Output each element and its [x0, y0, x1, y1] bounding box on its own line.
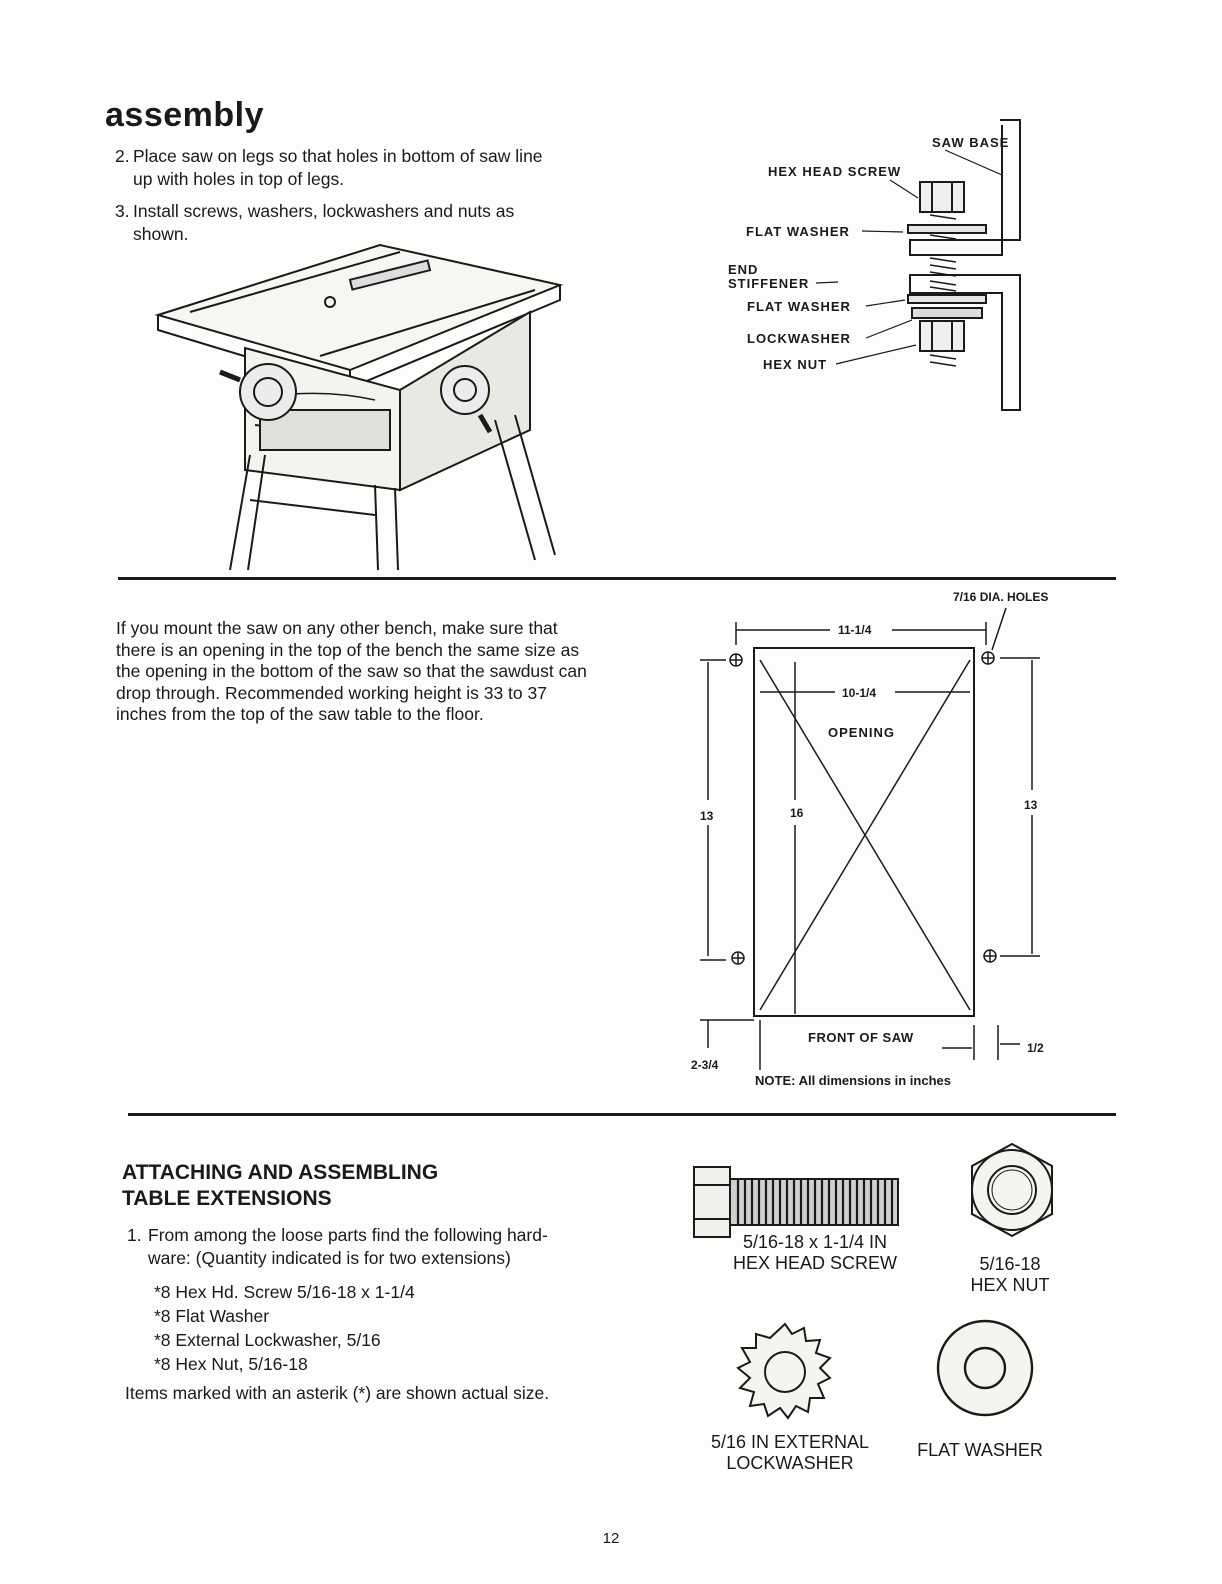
fastener-leader-lines: [0, 0, 1222, 420]
screw-caption: [715, 1232, 915, 1274]
opening-diagram: [680, 600, 1080, 1080]
page-number: 12: [602, 1530, 620, 1547]
bench-paragraph: If you mount the saw on any other bench, make sure that there is an opening in the top of the bench the same size as the opening in the bottom of the saw so that the sawdust can drop through. Recommended working height is 33 to 37 inches from the top of the saw table to the floor.: [116, 618, 587, 724]
step-text-line: shown.: [133, 224, 189, 244]
label-opening: OPENING: [828, 725, 895, 740]
dim-bottom-offset: 2-3/4: [691, 1058, 719, 1072]
label-front-of-saw: FRONT OF SAW: [808, 1030, 914, 1045]
step-text-line: up with holes in top of legs.: [133, 169, 345, 189]
step-text-line: Install screws, washers, lockwashers and nuts as: [133, 201, 515, 221]
label-flat-washer-bottom: FLAT WASHER: [747, 299, 851, 314]
label-saw-base: SAW BASE: [932, 135, 1010, 150]
dim-left-height: 13: [700, 809, 714, 823]
hardware-list-item: *8 External Lockwasher, 5/16: [154, 1330, 381, 1350]
caption-line: 5/16 IN EXTERNAL: [710, 1432, 870, 1452]
caption-line: HEX HEAD SCREW: [732, 1253, 898, 1273]
hardware-list-item: *8 Flat Washer: [154, 1306, 270, 1326]
step-number: 3.: [115, 201, 130, 221]
label-hex-nut: HEX NUT: [763, 357, 828, 372]
hardware-list-item: *8 Hex Nut, 5/16-18: [154, 1354, 308, 1374]
step-number: 2.: [115, 146, 130, 166]
dimensions-note: NOTE: All dimensions in inches: [755, 1073, 951, 1088]
dim-hole-diameter: 7/16 DIA. HOLES: [953, 590, 1049, 604]
dim-half: 1/2: [1027, 1041, 1044, 1055]
label-hex-head-screw: HEX HEAD SCREW: [768, 164, 902, 179]
washer-caption: FLAT WASHER: [917, 1440, 1043, 1460]
dim-inner-width: 10-1/4: [842, 686, 877, 700]
extensions-step-line: From among the loose parts find the following hard-: [148, 1225, 548, 1245]
page-title: assembly: [105, 96, 264, 134]
caption-line: 5/16-18 x 1-1/4 IN: [742, 1232, 888, 1252]
step-text-line: Place saw on legs so that holes in bottom of saw line: [133, 146, 543, 166]
dim-right-height: 13: [1024, 798, 1038, 812]
caption-line: LOCKWASHER: [726, 1453, 854, 1473]
heading-line: TABLE EXTENSIONS: [122, 1187, 332, 1210]
lockwasher-drawing: [730, 1318, 840, 1428]
hardware-list-item: *8 Hex Hd. Screw 5/16-18 x 1-1/4: [154, 1282, 415, 1302]
extensions-step-number: 1.: [127, 1225, 142, 1245]
lockwasher-caption: [690, 1432, 890, 1474]
section-heading: [122, 1160, 438, 1212]
caption-line: HEX NUT: [970, 1275, 1050, 1295]
label-end: END: [728, 262, 759, 277]
hex-head-screw-drawing: [690, 1163, 910, 1243]
nut-caption: [945, 1254, 1075, 1296]
caption-line: 5/16-18: [979, 1254, 1041, 1274]
dim-inner-height: 16: [790, 806, 804, 820]
hex-nut-drawing: [962, 1140, 1062, 1240]
asterisk-footnote: Items marked with an asterik (*) are shown actual size.: [125, 1383, 550, 1403]
section-divider: [128, 1113, 1116, 1116]
label-lockwasher: LOCKWASHER: [747, 331, 851, 346]
label-stiffener: STIFFENER: [728, 276, 810, 291]
label-flat-washer-top: FLAT WASHER: [746, 224, 850, 239]
extensions-step-line: ware: (Quantity indicated is for two extensions): [148, 1248, 511, 1268]
flat-washer-drawing: [930, 1318, 1040, 1428]
heading-line: ATTACHING AND ASSEMBLING: [122, 1161, 439, 1184]
section-divider: [118, 577, 1116, 580]
dim-outer-width: 11-1/4: [838, 623, 872, 637]
